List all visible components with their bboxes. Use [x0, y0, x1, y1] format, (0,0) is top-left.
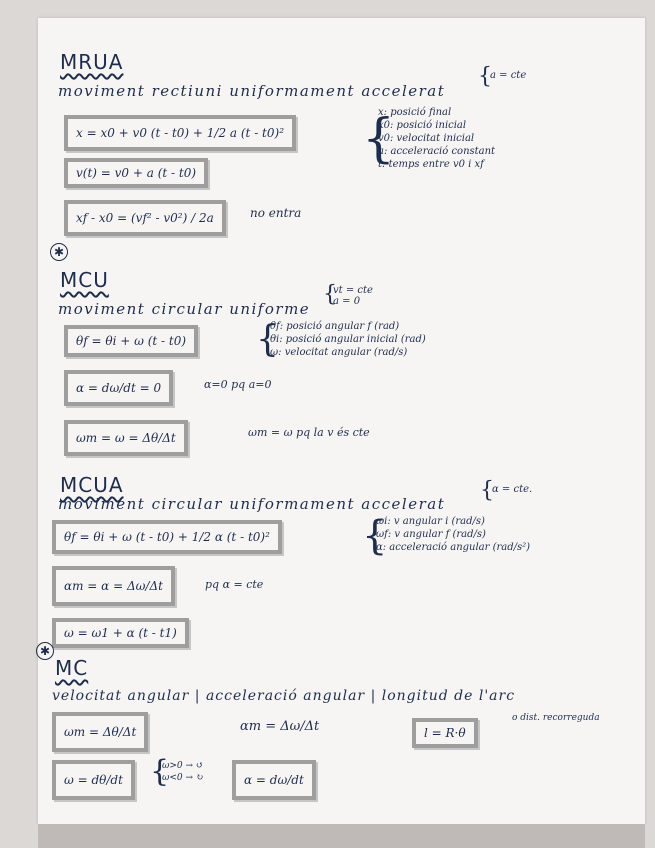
mcu-subtitle: moviment circular uniforme	[58, 300, 311, 318]
mc-headings: velocitat angular | acceleració angular | longitud de l'arc	[52, 688, 516, 704]
list-item: a: acceleració constant	[378, 146, 496, 157]
mc-angular-acceleration-equation: α = dω/dt	[232, 760, 316, 800]
list-item: ωf: v angular f (rad/s)	[376, 529, 486, 540]
mcua-angular-acceleration-equation: αm = α = Δω/Δt	[52, 566, 175, 606]
mcu-conditions	[333, 285, 373, 307]
mrua-subtitle: moviment rectiuni uniformament accelerat	[58, 82, 446, 100]
list-item: t: temps entre v0 i xf	[378, 159, 484, 170]
mrua-torricelli-equation: xf - x0 = (vf² - v0²) / 2a	[64, 200, 226, 236]
mcua-eq2-note: pq α = cte	[205, 578, 264, 591]
list-item: a = 0	[333, 296, 361, 307]
mcua-notes	[376, 515, 530, 554]
mc-mean-angular-acceleration-equation: αm = Δω/Δt	[240, 719, 320, 734]
brace: {	[480, 478, 494, 503]
mrua-position-equation: x = x0 + v0 (t - t0) + 1/2 a (t - t0)²	[64, 115, 296, 151]
mcua-position-equation: θf = θi + ω (t - t0) + 1/2 α (t - t0)²	[52, 520, 282, 554]
brace: {	[150, 754, 170, 789]
mcua-angular-velocity-equation: ω = ω1 + α (t - t1)	[52, 618, 189, 648]
mcua-subtitle: moviment circular uniformament accelerat	[58, 495, 446, 513]
brace: {	[362, 109, 396, 169]
mc-sign-notes	[162, 760, 203, 784]
mcu-position-equation: θf = θi + ω (t - t0)	[64, 325, 198, 357]
asterisk-icon: ✱	[50, 243, 68, 261]
list-item: θi: posició angular inicial (rad)	[270, 334, 426, 345]
brace: {	[478, 64, 492, 89]
list-item: vt = cte	[333, 285, 373, 296]
mrua-velocity-equation: v(t) = v0 + a (t - t0)	[64, 158, 208, 188]
mcu-notes	[270, 320, 426, 359]
list-item: x0: posició inicial	[378, 120, 467, 131]
brace: {	[362, 513, 388, 559]
mrua-title: MRUA	[60, 50, 124, 74]
list-item: θf: posició angular f (rad)	[270, 321, 400, 332]
mcu-angular-acceleration-equation: α = dω/dt = 0	[64, 370, 173, 406]
mc-mean-angular-velocity-equation: ωm = Δθ/Δt	[52, 712, 148, 752]
list-item: ωi: v angular i (rad/s)	[376, 516, 485, 527]
mcu-eq3-note: ωm = ω pq la v és cte	[248, 426, 370, 439]
mcu-eq2-note: α=0 pq a=0	[204, 378, 272, 391]
mrua-eq3-note: no entra	[250, 206, 302, 220]
list-item: ω>0 → ↺	[162, 761, 204, 771]
mcu-angular-velocity-equation: ωm = ω = Δθ/Δt	[64, 420, 188, 456]
mrua-notes	[378, 106, 495, 171]
list-item: ω<0 → ↻	[162, 773, 204, 783]
mrua-condition: a = cte	[490, 70, 527, 81]
brace: {	[323, 282, 337, 307]
mc-angular-velocity-equation: ω = dθ/dt	[52, 760, 135, 800]
mc-arc-length-note: o dist. recorreguda	[512, 713, 600, 723]
page-shadow	[38, 824, 645, 848]
mcua-condition: α = cte.	[492, 484, 533, 495]
brace: {	[256, 319, 279, 360]
mcua-title: MCUA	[60, 473, 124, 497]
list-item: ω: velocitat angular (rad/s)	[270, 347, 408, 358]
asterisk-icon: ✱	[36, 642, 54, 660]
list-item: x: posició final	[378, 107, 452, 118]
mc-title: MC	[55, 656, 89, 680]
mc-arc-length-equation: l = R·θ	[412, 718, 478, 748]
list-item: v0: velocitat inicial	[378, 133, 475, 144]
list-item: α: acceleració angular (rad/s²)	[376, 542, 531, 553]
mcu-title: MCU	[60, 268, 109, 292]
